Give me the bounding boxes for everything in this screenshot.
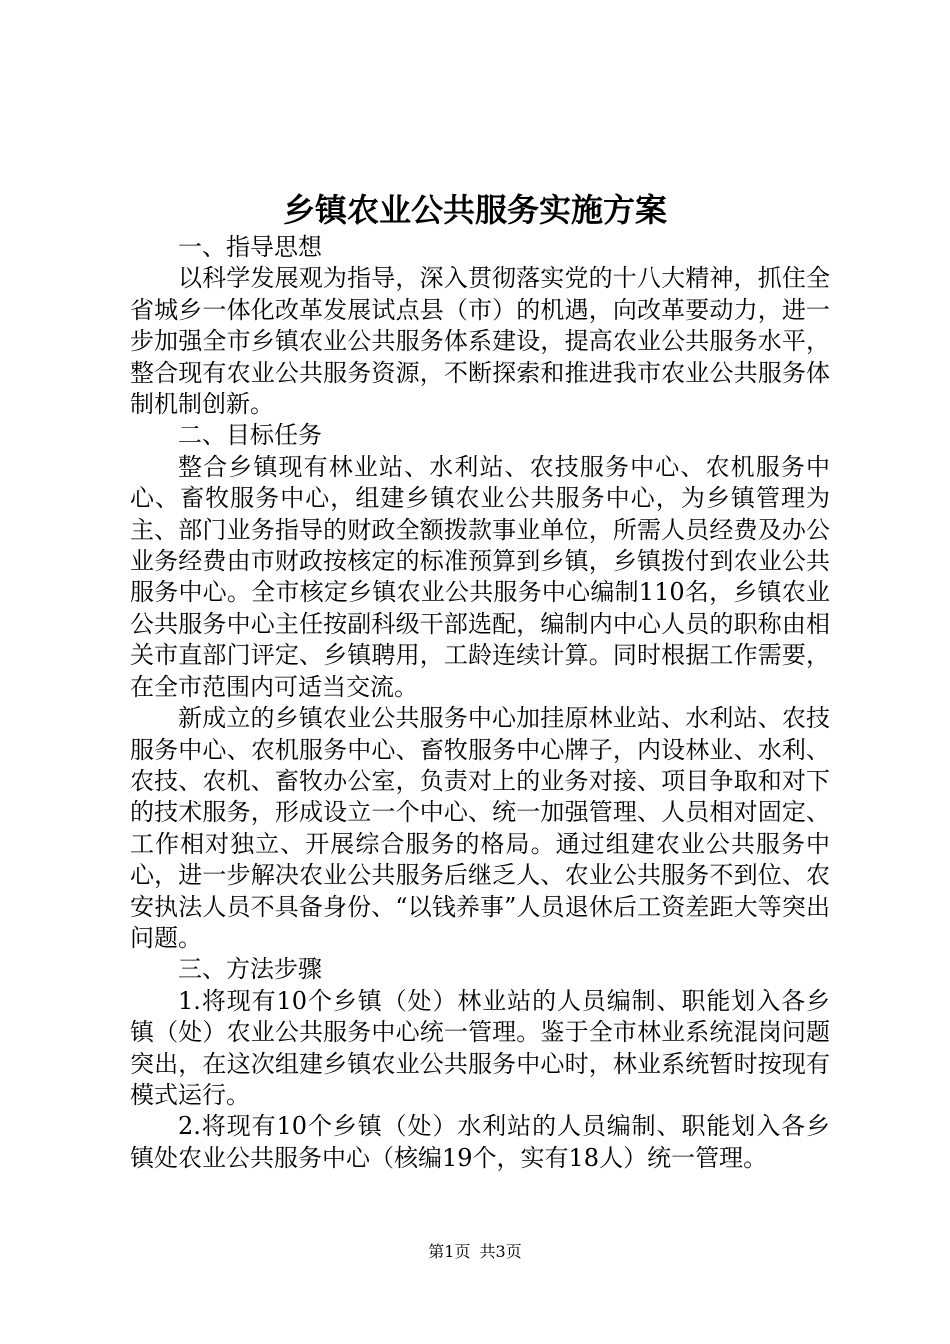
section-heading-guiding-ideology: 一、指导思想: [178, 233, 322, 261]
paragraph-step-1: 1.将现有10个乡镇（处）林业站的人员编制、职能划入各乡镇（处）农业公共服务中心统一管理。鉴于全市林业系统混岗问题突出，在这次组建乡镇农业公共服务中心时，林业系统暂时按现有模式运行。: [130, 986, 830, 1109]
page-number: 第1页: [428, 1242, 471, 1261]
section-heading-steps: 三、方法步骤: [178, 955, 322, 984]
paragraph-goals-2: 新成立的乡镇农业公共服务中心加挂原林业站、水利站、农技服务中心、农机服务中心、畜牧服务中心牌子，内设林业、水利、农技、农机、畜牧办公室，负责对上的业务对接、项目争取和对下的技术服务，形成设立一个中心、统一加强管理、人员相对固定、工作相对独立、开展综合服务的格局。通过组建农业公共服务中心，进一步解决农业公共服务后继乏人、农业公共服务不到位、农安执法人员不具备身份、“以钱养事”人员退休后工资差距大等突出问题。: [130, 704, 830, 952]
page-total: 共3页: [479, 1242, 522, 1261]
section-heading-goals: 二、目标任务: [178, 421, 322, 450]
document-body: [130, 232, 830, 1174]
document-title: 乡镇农业公共服务实施方案: [282, 191, 667, 229]
paragraph-goals-1: 整合乡镇现有林业站、水利站、农技服务中心、农机服务中心、畜牧服务中心，组建乡镇农业公共服务中心，为乡镇管理为主、部门业务指导的财政全额拨款事业单位，所需人员经费及办公业务经费由市财政按核定的标准预算到乡镇，乡镇拨付到农业公共服务中心。全市核定乡镇农业公共服务中心编制110名，乡镇农业公共服务中心主任按副科级干部选配，编制内中心人员的职称由相关市直部门评定、乡镇聘用，工龄连续计算。同时根据工作需要，在全市范围内可适当交流。: [130, 452, 830, 701]
paragraph-step-2: 2.将现有10个乡镇（处）水利站的人员编制、职能划入各乡镇处农业公共服务中心（核编19个，实有18人）统一管理。: [130, 1112, 830, 1172]
paragraph-guiding-ideology: 以科学发展观为指导，深入贯彻落实党的十八大精神，抓住全省城乡一体化改革发展试点县（市）的机遇，向改革要动力，进一步加强全市乡镇农业公共服务体系建设，提高农业公共服务水平，整合现有农业公共服务资源，不断探索和推进我市农业公共服务体制机制创新。: [130, 264, 830, 419]
page-footer: [0, 1240, 950, 1264]
